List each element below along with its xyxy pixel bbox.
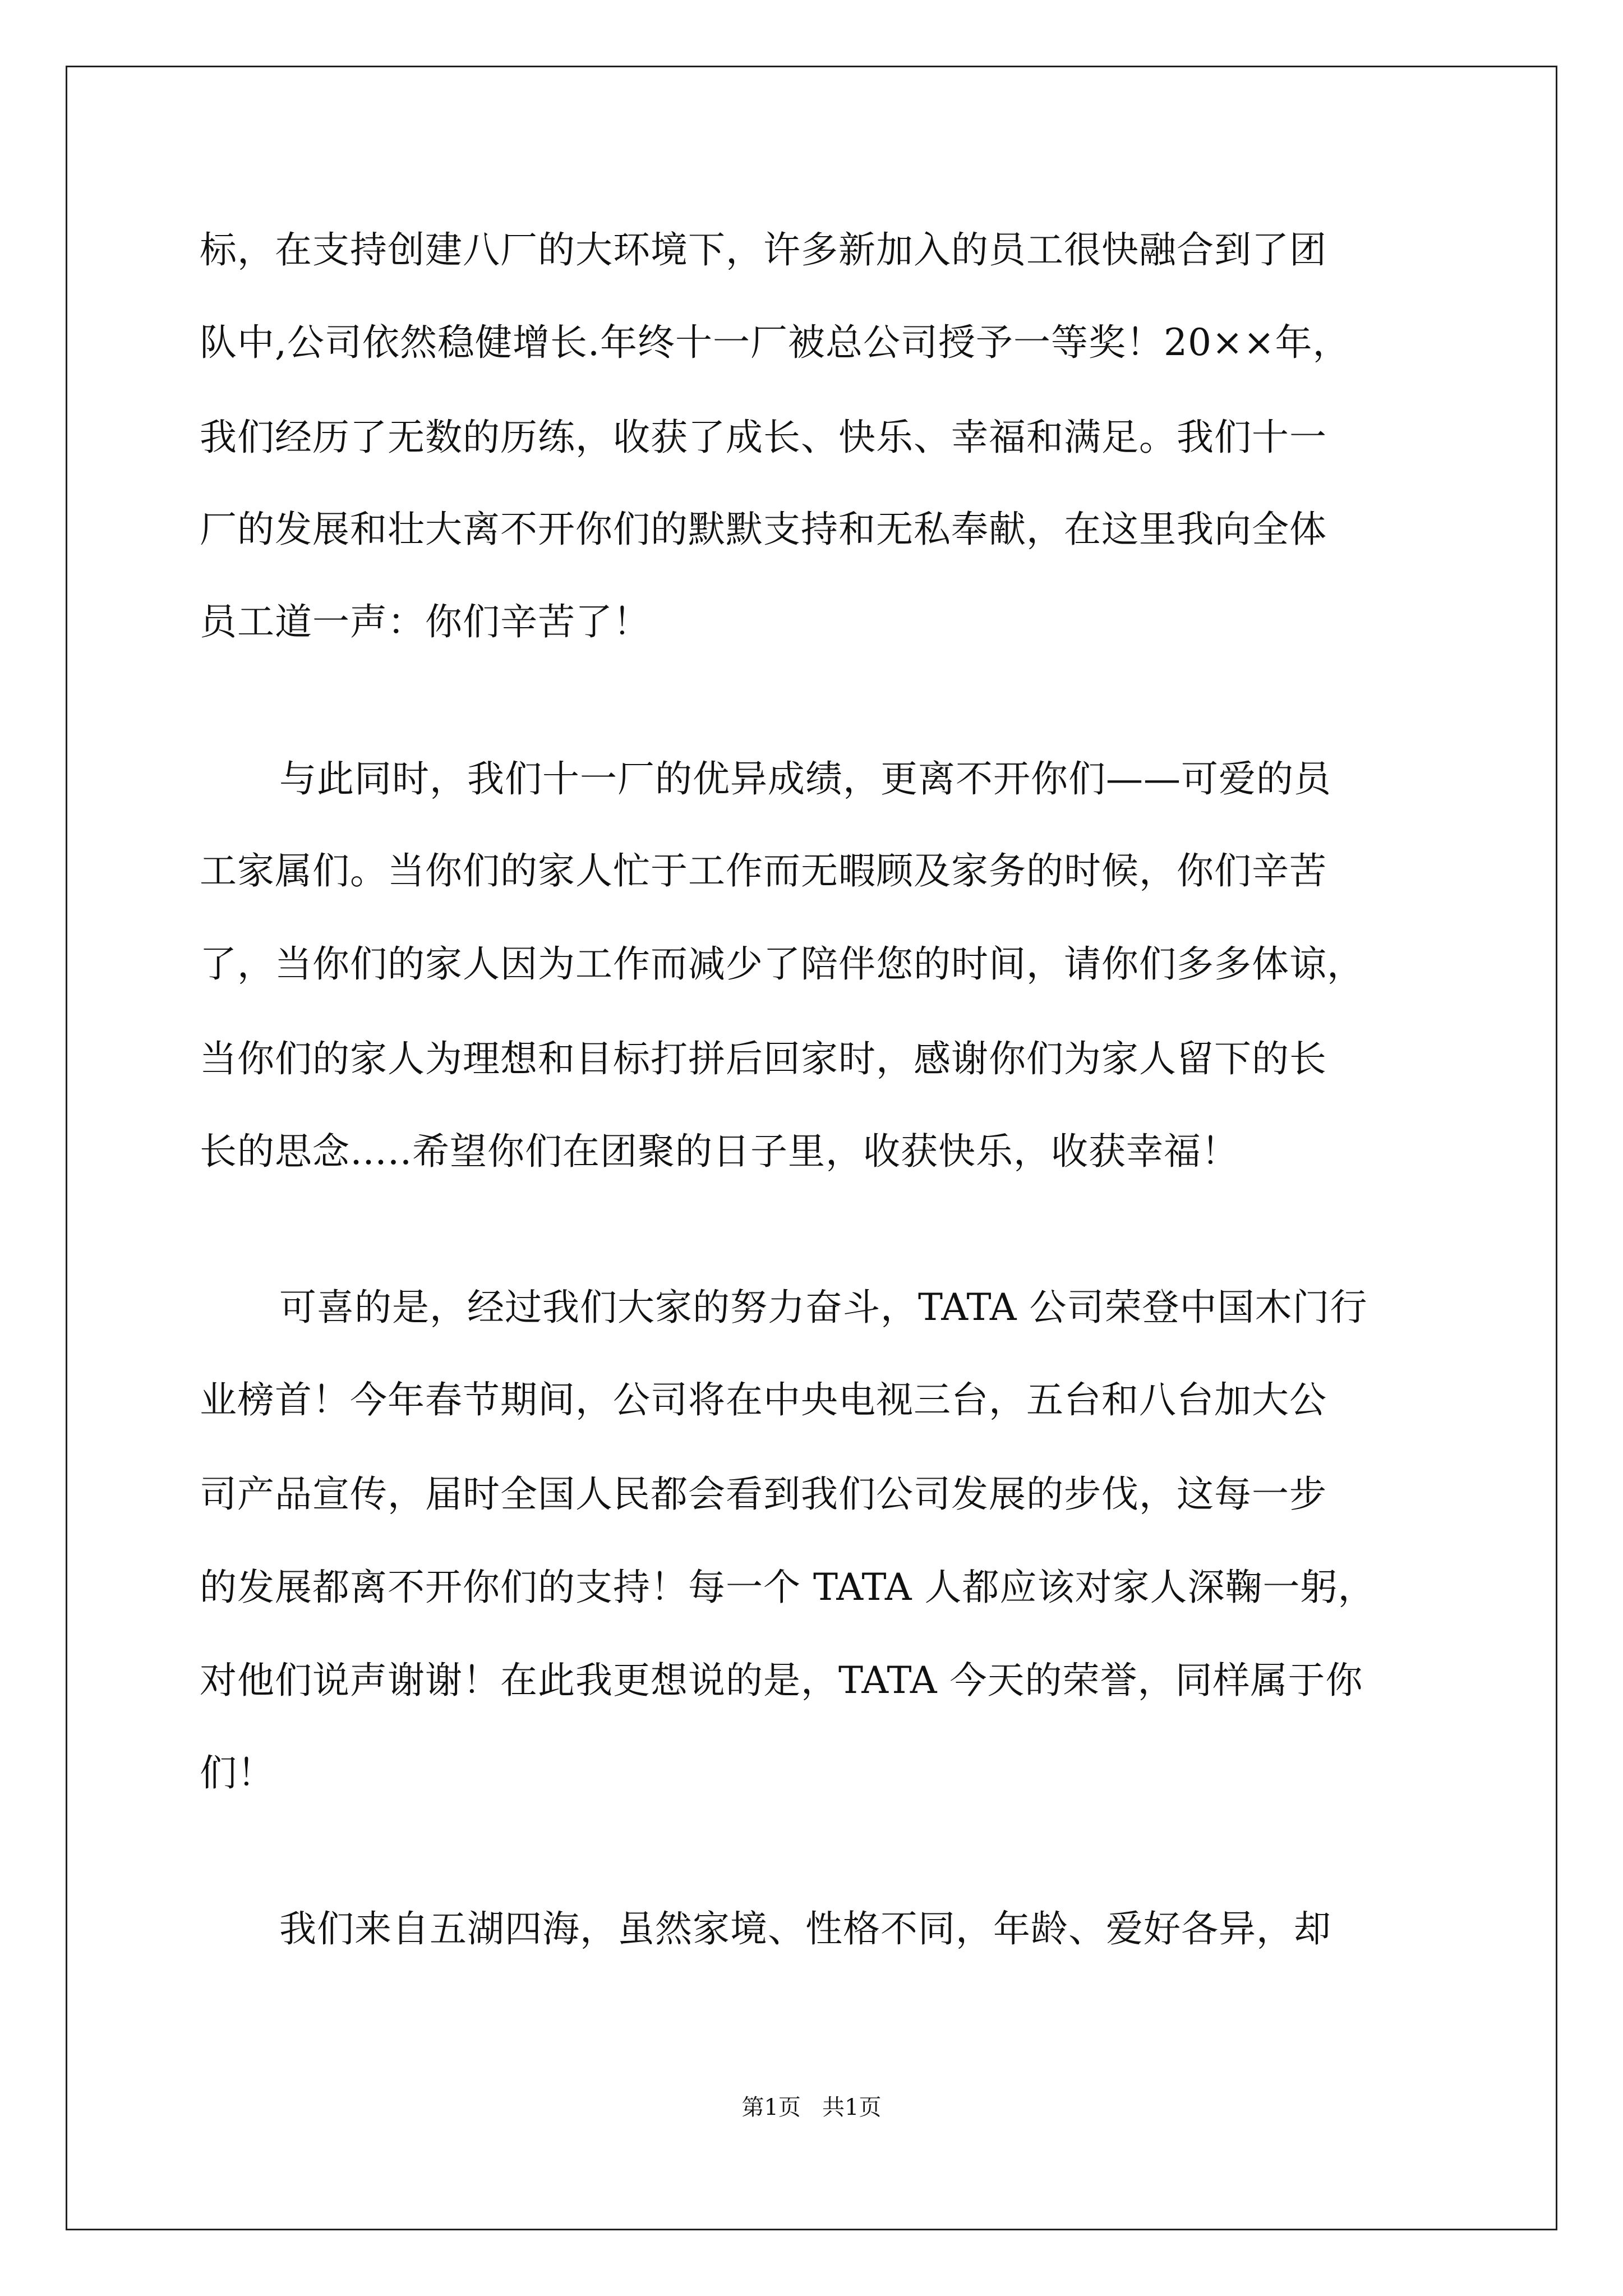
text-line: 当你们的家人为理想和目标打拼后回家时，感谢你们为家人留下的长 [200,1037,1327,1080]
text-line: 标，在支持创建八厂的大环境下，许多新加入的员工很快融合到了团 [200,228,1327,272]
text-line: 司产品宣传，届时全国人民都会看到我们公司发展的步伐，这每一步 [200,1473,1327,1516]
text-line: 业榜首！今年春节期间，公司将在中央电视三台，五台和八台加大公 [200,1378,1327,1421]
text-line: 对他们说声谢谢！在此我更想说的是，TATA 今天的荣誉，同样属于你 [200,1659,1363,1702]
text-line: 们！ [200,1751,275,1795]
text-line: 厂的发展和壮大离不开你们的默默支持和无私奉献，在这里我向全体 [200,508,1327,551]
text-line: 我们经历了无数的历练，收获了成长、快乐、幸福和满足。我们十一 [200,416,1327,459]
text-line: 工家属们。当你们的家人忙于工作而无暇顾及家务的时候，你们辛苦 [200,849,1327,892]
text-line: 队中,公司依然稳健增长.年终十一厂被总公司授予一等奖！20××年， [200,321,1350,364]
text-line: 员工道一声：你们辛苦了！ [200,600,651,643]
text-line: 的发展都离不开你们的支持！每一个 TATA 人都应该对家人深鞠一躬， [200,1566,1376,1609]
text-line: 了，当你们的家人因为工作而减少了陪伴您的时间，请你们多多体谅， [200,942,1364,986]
paragraph-start-line: 可喜的是，经过我们大家的努力奋斗，TATA 公司荣登中国木门行 [279,1286,1368,1329]
paragraph-start-line: 我们来自五湖四海，虽然家境、性格不同，年龄、爱好各异，却 [279,1907,1331,1950]
text-line: 长的思念…..希望你们在团聚的日子里，收获快乐，收获幸福！ [200,1130,1239,1173]
page-number-footer: 第1页 共1页 [741,2095,882,2120]
paragraph-start-line: 与此同时，我们十一厂的优异成绩，更离不开你们——可爱的员 [279,757,1331,800]
